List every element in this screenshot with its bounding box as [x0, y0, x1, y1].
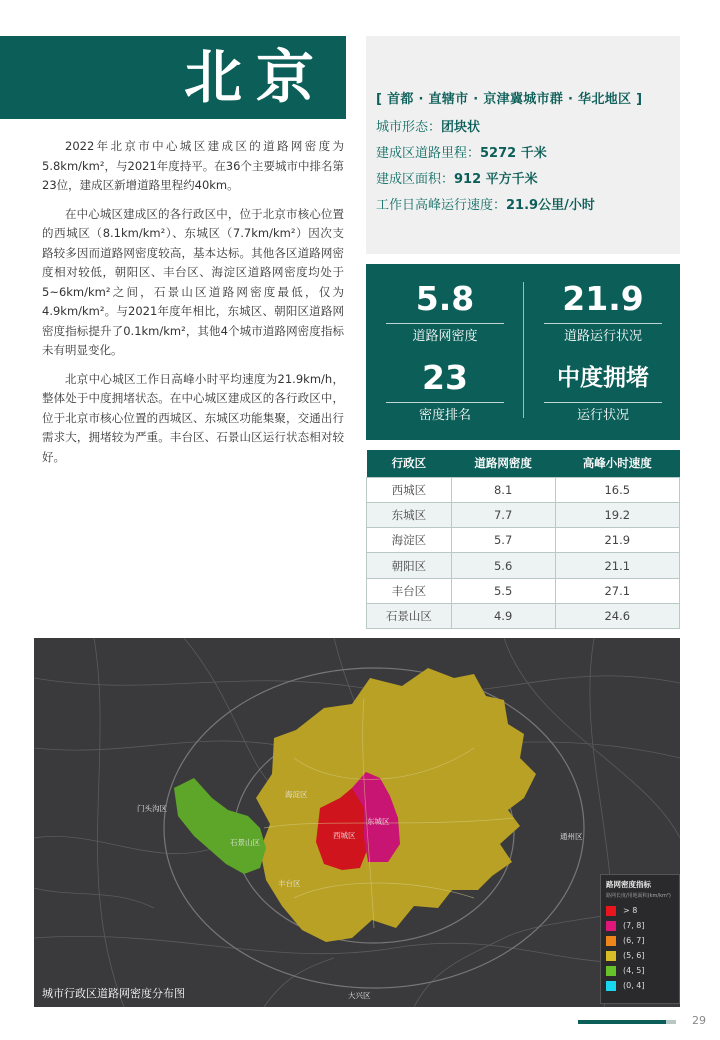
map-caption: 城市行政区道路网密度分布图 — [42, 987, 185, 1000]
info-value: 团块状 — [441, 120, 481, 135]
table-header: 高峰小时速度 — [555, 450, 680, 477]
table-row — [367, 578, 680, 603]
kpi-label: 道路运行状况 — [563, 329, 642, 344]
body-paragraph: 北京中心城区工作日高峰小时平均速度为21.9km/h，整体处于中度拥堵状态。在中心城区建成区的各行政区中，位于北京市核心位置的西城区、东城区功能集聚，交通出行需求大，拥堵较为严重。丰台区、石景山区运行状态相对较好。 — [42, 371, 344, 464]
table-header: 行政区 — [367, 450, 452, 477]
table-cell: 19.2 — [555, 502, 680, 527]
table-cell: 西城区 — [367, 477, 452, 502]
table-row — [367, 528, 680, 553]
info-value: 5272 千米 — [480, 146, 547, 161]
legend-label: (4, 5] — [623, 966, 645, 975]
info-row-area — [376, 167, 670, 193]
legend-item — [606, 918, 674, 933]
map-label: 通州区 — [560, 832, 583, 841]
footer-bar — [578, 1020, 666, 1024]
table-row — [367, 553, 680, 578]
page-title: 北京 — [183, 43, 328, 111]
map-graphic — [34, 638, 680, 1007]
kpi-label: 道路网密度 — [412, 329, 478, 344]
kpi-underline — [386, 402, 504, 403]
kpi-density-rank — [380, 357, 510, 425]
kpi-value: 23 — [422, 358, 468, 397]
table-cell: 朝阳区 — [367, 553, 452, 578]
table-cell: 东城区 — [367, 502, 452, 527]
legend-label: (6, 7] — [623, 936, 645, 945]
table-row — [367, 502, 680, 527]
kpi-value: 5.8 — [415, 279, 475, 318]
table-cell: 16.5 — [555, 477, 680, 502]
table-cell: 石景山区 — [367, 603, 452, 628]
map-label: 丰台区 — [278, 879, 301, 888]
info-value: 912 平方千米 — [454, 172, 538, 187]
table-cell: 24.6 — [555, 603, 680, 628]
legend-label: (5, 6] — [623, 951, 645, 960]
region-density-5-6 — [256, 668, 536, 942]
info-row-speed — [376, 193, 670, 219]
info-label: 建成区面积： — [376, 172, 455, 187]
table-row — [367, 477, 680, 502]
map-label: 门头沟区 — [137, 804, 167, 813]
legend-label: > 8 — [623, 906, 638, 915]
kpi-underline — [544, 323, 662, 324]
kpi-road-status — [538, 278, 668, 346]
legend-swatch — [606, 951, 616, 961]
legend-item — [606, 963, 674, 978]
table-header: 道路网密度 — [451, 450, 555, 477]
kpi-underline — [386, 323, 504, 324]
region-density-4-5 — [174, 778, 266, 874]
info-label: 建成区道路里程： — [376, 146, 481, 161]
kpi-label: 运行状况 — [576, 408, 629, 423]
info-label: 城市形态： — [376, 120, 442, 135]
map-label: 大兴区 — [348, 991, 371, 1000]
legend-swatch — [606, 981, 616, 991]
table-header-row — [367, 450, 680, 477]
table-cell: 海淀区 — [367, 528, 452, 553]
legend-item — [606, 948, 674, 963]
table-cell: 8.1 — [451, 477, 555, 502]
table-cell: 4.9 — [451, 603, 555, 628]
legend-title: 路网密度指标 — [606, 880, 651, 889]
body-paragraph: 2022年北京市中心城区建成区的道路网密度为5.8km/km²，与2021年度持平。在36个主要城市中排名第23位，建成区新增道路里程约40km。 — [42, 139, 344, 192]
legend-label: (0, 4] — [623, 981, 645, 990]
table-cell: 7.7 — [451, 502, 555, 527]
kpi-panel — [366, 264, 680, 440]
legend-swatch — [606, 921, 616, 931]
legend-subtitle: 路网长度/用地面积(km/km²) — [606, 893, 671, 899]
legend-swatch — [606, 966, 616, 976]
map-label: 海淀区 — [285, 790, 308, 799]
info-row-form — [376, 115, 670, 141]
kpi-traffic-status — [538, 357, 668, 425]
kpi-underline — [544, 402, 662, 403]
kpi-label: 密度排名 — [418, 408, 471, 423]
legend-item — [606, 978, 674, 993]
map-label: 石景山区 — [230, 838, 260, 847]
table-cell: 丰台区 — [367, 578, 452, 603]
kpi-value: 21.9 — [562, 279, 644, 318]
title-banner — [0, 36, 346, 119]
table-cell: 5.5 — [451, 578, 555, 603]
table-cell: 27.1 — [555, 578, 680, 603]
kpi-divider — [523, 282, 524, 418]
table-cell: 5.7 — [451, 528, 555, 553]
info-label: 工作日高峰运行速度： — [376, 198, 507, 213]
table-row — [367, 603, 680, 628]
footer-bar-accent — [666, 1020, 676, 1024]
legend-item — [606, 933, 674, 948]
legend-label: (7, 8] — [623, 921, 645, 930]
info-value: 21.9公里/小时 — [506, 198, 595, 213]
district-table — [366, 450, 680, 629]
body-paragraph: 在中心城区建成区的各行政区中，位于北京市核心位置的西城区（8.1km/km²）、东城区（7.7km/km²）因次支路较多因而道路网密度较高，基本达标。其他各区道路网密度相对较低，朝阳区、丰台区、海淀区道路网密度均处于5~6km/km²之间，石景山区道路网密度最低，仅为4.9km/km²。与2021年度年相比，东城区、朝阳区道路网密度指标提升了0.1km/km²，其他4个城市道路网密度指标未有明显变化。 — [42, 206, 344, 357]
page-number: 29 — [692, 1014, 706, 1027]
table-cell: 21.1 — [555, 553, 680, 578]
table-cell: 5.6 — [451, 553, 555, 578]
body-text — [42, 137, 344, 476]
kpi-value: 中度拥堵 — [557, 365, 649, 391]
city-tag: [ 首都 · 直辖市 · 京津冀城市群 · 华北地区 ] — [376, 92, 643, 107]
table-cell: 21.9 — [555, 528, 680, 553]
kpi-road-density — [380, 278, 510, 346]
map-label: 西城区 — [333, 831, 356, 840]
density-map — [34, 638, 680, 1007]
map-legend — [600, 874, 680, 1004]
legend-swatch — [606, 936, 616, 946]
legend-item — [606, 903, 674, 918]
legend-swatch — [606, 906, 616, 916]
map-label: 东城区 — [367, 817, 390, 826]
city-info-box — [366, 36, 680, 254]
info-row-road-length — [376, 141, 670, 167]
